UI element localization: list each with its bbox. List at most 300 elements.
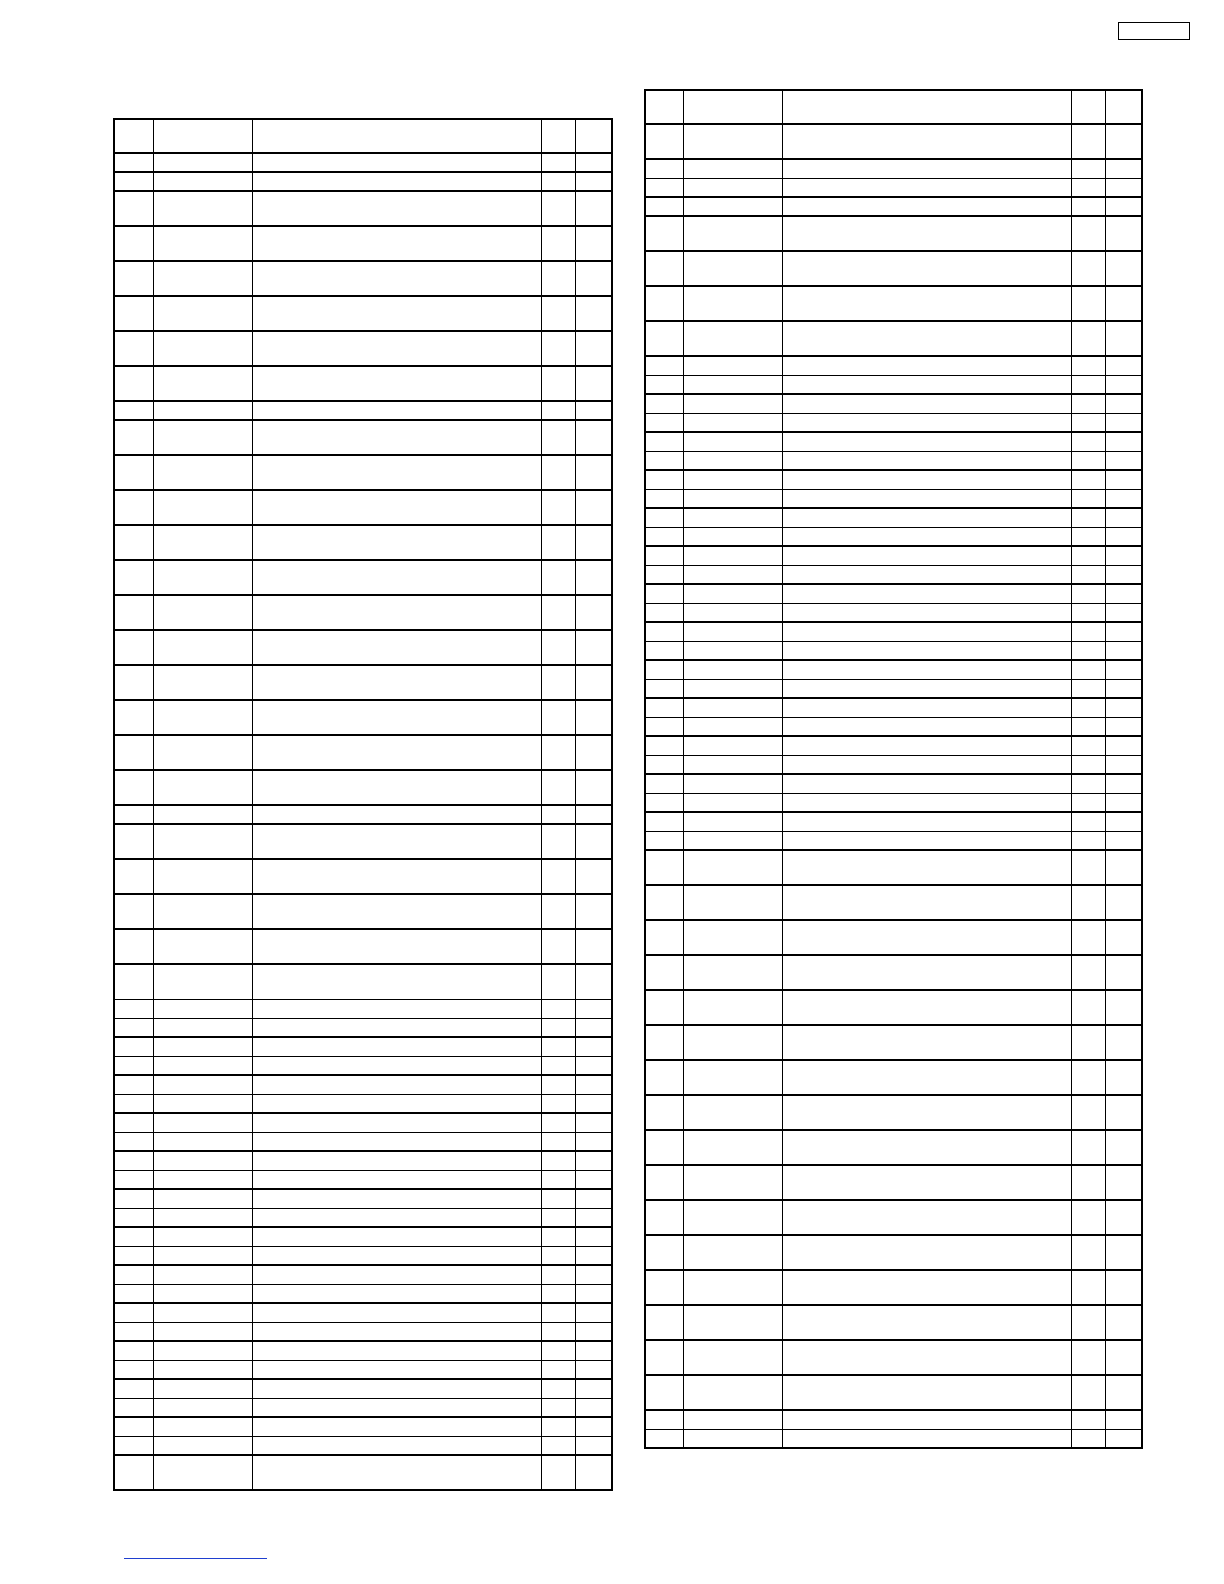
- table-cell: [683, 251, 782, 286]
- table-cell: [153, 420, 252, 455]
- table-cell: [541, 1170, 575, 1189]
- table-cell: [683, 1025, 782, 1060]
- table-cell: [114, 1075, 153, 1094]
- table-cell: [1105, 356, 1142, 375]
- table-row: [645, 413, 1142, 432]
- table-cell: [782, 1410, 1071, 1429]
- table-cell: [153, 366, 252, 401]
- table-cell: [252, 595, 541, 630]
- table-row: [114, 700, 612, 735]
- table-cell: [683, 432, 782, 451]
- table-cell: [541, 1075, 575, 1094]
- table-cell: [541, 191, 575, 226]
- table-cell: [1105, 717, 1142, 736]
- table-cell: [782, 1305, 1071, 1340]
- table-cell: [153, 1208, 252, 1227]
- table-cell: [541, 525, 575, 560]
- table-cell: [541, 1303, 575, 1322]
- table-cell: [252, 929, 541, 964]
- table-cell: [683, 679, 782, 698]
- table-cell: [114, 1037, 153, 1056]
- table-cell: [252, 665, 541, 700]
- table-cell: [1071, 1305, 1105, 1340]
- table-cell: [645, 1025, 683, 1060]
- table-cell: [683, 1200, 782, 1235]
- table-cell: [645, 394, 683, 413]
- table-cell: [1105, 736, 1142, 755]
- table-cell: [1105, 413, 1142, 432]
- table-cell: [683, 920, 782, 955]
- table-cell: [541, 1436, 575, 1455]
- table-cell: [541, 929, 575, 964]
- table-cell: [541, 261, 575, 296]
- table-cell: [1071, 1060, 1105, 1095]
- table-cell: [645, 850, 683, 885]
- table-row: [645, 920, 1142, 955]
- table-cell: [683, 603, 782, 622]
- table-cell: [683, 508, 782, 527]
- table-cell: [114, 401, 153, 420]
- table-cell: [782, 1270, 1071, 1305]
- table-cell: [645, 1305, 683, 1340]
- table-row: [114, 560, 612, 595]
- table-cell: [645, 679, 683, 698]
- table-cell: [1071, 432, 1105, 451]
- table-cell: [252, 525, 541, 560]
- table-cell: [575, 455, 612, 490]
- table-row: [645, 356, 1142, 375]
- table-cell: [1071, 885, 1105, 920]
- table-cell: [153, 770, 252, 805]
- table-cell: [153, 735, 252, 770]
- table-cell: [782, 546, 1071, 565]
- table-cell: [114, 1322, 153, 1341]
- table-cell: [575, 1094, 612, 1113]
- table-cell: [153, 261, 252, 296]
- table-cell: [252, 1094, 541, 1113]
- table-cell: [645, 375, 683, 394]
- table-row: [114, 770, 612, 805]
- table-cell: [153, 1455, 252, 1490]
- table-cell: [1071, 356, 1105, 375]
- table-cell: [541, 1132, 575, 1151]
- table-cell: [1105, 124, 1142, 159]
- table-cell: [114, 1170, 153, 1189]
- table-cell: [645, 413, 683, 432]
- table-cell: [683, 812, 782, 831]
- table-cell: [575, 859, 612, 894]
- table-cell: [782, 812, 1071, 831]
- table-cell: [252, 1436, 541, 1455]
- table-cell: [1105, 159, 1142, 178]
- table-cell: [1105, 470, 1142, 489]
- table-cell: [1071, 1200, 1105, 1235]
- table-row: [645, 1410, 1142, 1429]
- table-cell: [683, 584, 782, 603]
- table-cell: [114, 1208, 153, 1227]
- table-cell: [683, 1165, 782, 1200]
- table-cell: [575, 1246, 612, 1265]
- table-cell: [575, 172, 612, 191]
- table-cell: [1071, 375, 1105, 394]
- table-cell: [252, 1018, 541, 1037]
- table-cell: [1071, 812, 1105, 831]
- table-cell: [1071, 990, 1105, 1025]
- table-cell: [782, 774, 1071, 793]
- table-cell: [645, 955, 683, 990]
- table-cell: [782, 955, 1071, 990]
- table-cell: [1105, 641, 1142, 660]
- table-header-row: [114, 119, 612, 153]
- table-cell: [541, 153, 575, 172]
- table-cell: [153, 1056, 252, 1075]
- table-cell: [252, 1056, 541, 1075]
- table-cell: [1071, 470, 1105, 489]
- table-cell: [541, 420, 575, 455]
- table-cell: [645, 812, 683, 831]
- table-cell: [114, 1360, 153, 1379]
- table-cell: [114, 1379, 153, 1398]
- column-header: [114, 119, 153, 153]
- table-row: [645, 1429, 1142, 1448]
- table-cell: [153, 525, 252, 560]
- table-cell: [541, 401, 575, 420]
- table-cell: [114, 859, 153, 894]
- table-cell: [1105, 508, 1142, 527]
- table-cell: [575, 331, 612, 366]
- table-cell: [1105, 1410, 1142, 1429]
- table-cell: [153, 1265, 252, 1284]
- table-cell: [252, 824, 541, 859]
- table-cell: [1071, 159, 1105, 178]
- table-row: [114, 1265, 612, 1284]
- table-cell: [153, 1398, 252, 1417]
- table-cell: [683, 755, 782, 774]
- table-cell: [114, 735, 153, 770]
- table-cell: [541, 1265, 575, 1284]
- table-cell: [782, 489, 1071, 508]
- table-cell: [683, 885, 782, 920]
- table-cell: [645, 197, 683, 216]
- table-row: [114, 1436, 612, 1455]
- parts-list-table-right: [644, 89, 1143, 1449]
- table-cell: [645, 508, 683, 527]
- table-cell: [114, 805, 153, 824]
- table-cell: [1105, 774, 1142, 793]
- column-header: [153, 119, 252, 153]
- table-cell: [153, 401, 252, 420]
- table-row: [114, 226, 612, 261]
- table-cell: [252, 191, 541, 226]
- table-cell: [252, 261, 541, 296]
- table-row: [645, 885, 1142, 920]
- table-cell: [1071, 1270, 1105, 1305]
- table-row: [645, 565, 1142, 584]
- table-cell: [683, 197, 782, 216]
- table-cell: [782, 508, 1071, 527]
- table-cell: [645, 1410, 683, 1429]
- table-cell: [782, 990, 1071, 1025]
- table-cell: [645, 920, 683, 955]
- table-row: [645, 1340, 1142, 1375]
- table-cell: [645, 774, 683, 793]
- table-cell: [645, 159, 683, 178]
- table-cell: [114, 525, 153, 560]
- table-cell: [1071, 286, 1105, 321]
- table-cell: [114, 770, 153, 805]
- table-row: [645, 622, 1142, 641]
- table-cell: [782, 356, 1071, 375]
- table-cell: [575, 401, 612, 420]
- table-cell: [252, 1303, 541, 1322]
- table-cell: [114, 630, 153, 665]
- table-cell: [782, 178, 1071, 197]
- table-cell: [114, 894, 153, 929]
- table-cell: [541, 859, 575, 894]
- table-cell: [782, 920, 1071, 955]
- table-cell: [541, 1056, 575, 1075]
- table-row: [645, 394, 1142, 413]
- table-row: [114, 331, 612, 366]
- table-cell: [252, 1170, 541, 1189]
- table-cell: [1071, 1165, 1105, 1200]
- table-cell: [1105, 1130, 1142, 1165]
- table-cell: [1105, 831, 1142, 850]
- table-cell: [252, 735, 541, 770]
- table-row: [645, 1165, 1142, 1200]
- table-cell: [575, 226, 612, 261]
- table-cell: [1105, 527, 1142, 546]
- table-cell: [575, 1417, 612, 1436]
- table-row: [645, 1375, 1142, 1410]
- table-row: [114, 964, 612, 999]
- table-cell: [575, 630, 612, 665]
- table-cell: [1105, 375, 1142, 394]
- table-cell: [252, 1208, 541, 1227]
- table-cell: [575, 1455, 612, 1490]
- table-cell: [683, 660, 782, 679]
- table-cell: [683, 698, 782, 717]
- table-cell: [575, 894, 612, 929]
- table-cell: [252, 490, 541, 525]
- table-cell: [1105, 885, 1142, 920]
- table-cell: [153, 1227, 252, 1246]
- table-cell: [252, 999, 541, 1018]
- table-row: [114, 1455, 612, 1490]
- table-cell: [575, 1132, 612, 1151]
- table-cell: [252, 805, 541, 824]
- table-cell: [645, 489, 683, 508]
- table-cell: [1105, 489, 1142, 508]
- table-cell: [575, 1151, 612, 1170]
- table-cell: [1105, 584, 1142, 603]
- table-cell: [782, 1429, 1071, 1448]
- table-cell: [541, 490, 575, 525]
- table-row: [114, 420, 612, 455]
- table-cell: [782, 413, 1071, 432]
- table-cell: [683, 1340, 782, 1375]
- column-header: [575, 119, 612, 153]
- table-row: [114, 1341, 612, 1360]
- table-cell: [645, 546, 683, 565]
- table-cell: [153, 490, 252, 525]
- table-cell: [782, 451, 1071, 470]
- table-row: [114, 595, 612, 630]
- table-row: [645, 197, 1142, 216]
- page-id-box: [1118, 22, 1190, 40]
- table-cell: [683, 850, 782, 885]
- table-cell: [153, 1189, 252, 1208]
- table-cell: [782, 321, 1071, 356]
- table-cell: [1105, 1025, 1142, 1060]
- table-cell: [683, 622, 782, 641]
- table-cell: [645, 1429, 683, 1448]
- table-body-right: [645, 124, 1142, 1448]
- table-cell: [1105, 178, 1142, 197]
- table-cell: [645, 717, 683, 736]
- table-cell: [541, 172, 575, 191]
- table-cell: [1071, 1429, 1105, 1448]
- table-row: [645, 251, 1142, 286]
- table-cell: [541, 1037, 575, 1056]
- table-cell: [252, 1417, 541, 1436]
- table-row: [645, 1095, 1142, 1130]
- table-cell: [252, 630, 541, 665]
- column-header: [645, 90, 683, 124]
- table-cell: [575, 1227, 612, 1246]
- table-cell: [252, 172, 541, 191]
- footer-link-underline[interactable]: [124, 1558, 267, 1559]
- table-cell: [1105, 812, 1142, 831]
- table-row: [645, 178, 1142, 197]
- table-cell: [782, 679, 1071, 698]
- table-cell: [252, 420, 541, 455]
- table-cell: [1071, 1410, 1105, 1429]
- table-cell: [153, 1341, 252, 1360]
- table-cell: [683, 736, 782, 755]
- table-cell: [1105, 432, 1142, 451]
- table-row: [645, 546, 1142, 565]
- table-cell: [541, 1227, 575, 1246]
- table-cell: [541, 770, 575, 805]
- table-cell: [153, 805, 252, 824]
- table-cell: [114, 1265, 153, 1284]
- table-cell: [153, 1094, 252, 1113]
- table-cell: [782, 251, 1071, 286]
- table-cell: [541, 1341, 575, 1360]
- table-cell: [541, 700, 575, 735]
- table-cell: [782, 470, 1071, 489]
- table-cell: [1071, 1235, 1105, 1270]
- table-cell: [252, 1341, 541, 1360]
- table-cell: [1105, 1429, 1142, 1448]
- table-cell: [782, 1025, 1071, 1060]
- table-row: [645, 584, 1142, 603]
- table-cell: [575, 490, 612, 525]
- table-cell: [114, 1227, 153, 1246]
- table-cell: [575, 1303, 612, 1322]
- table-cell: [782, 717, 1071, 736]
- table-cell: [645, 641, 683, 660]
- table-row: [645, 831, 1142, 850]
- table-cell: [683, 159, 782, 178]
- table-cell: [645, 736, 683, 755]
- table-cell: [153, 1246, 252, 1265]
- table-cell: [645, 1060, 683, 1095]
- table-cell: [153, 455, 252, 490]
- table-cell: [252, 1360, 541, 1379]
- table-cell: [575, 1360, 612, 1379]
- table-body-left: [114, 153, 612, 1490]
- table-cell: [153, 964, 252, 999]
- table-cell: [683, 178, 782, 197]
- table-cell: [1105, 1270, 1142, 1305]
- table-cell: [1071, 679, 1105, 698]
- table-cell: [683, 470, 782, 489]
- table-cell: [1105, 251, 1142, 286]
- table-cell: [782, 831, 1071, 850]
- table-row: [645, 375, 1142, 394]
- parts-list-table-left: [113, 118, 613, 1491]
- table-row: [645, 159, 1142, 178]
- table-cell: [782, 793, 1071, 812]
- column-header: [541, 119, 575, 153]
- table-cell: [1071, 641, 1105, 660]
- table-cell: [114, 999, 153, 1018]
- table-cell: [575, 1170, 612, 1189]
- table-cell: [153, 1436, 252, 1455]
- table-cell: [153, 226, 252, 261]
- table-cell: [1105, 679, 1142, 698]
- table-cell: [153, 665, 252, 700]
- table-cell: [1105, 793, 1142, 812]
- table-cell: [1071, 1375, 1105, 1410]
- table-cell: [575, 770, 612, 805]
- table-cell: [1071, 321, 1105, 356]
- table-row: [114, 859, 612, 894]
- table-cell: [252, 331, 541, 366]
- table-cell: [1071, 451, 1105, 470]
- table-cell: [114, 1417, 153, 1436]
- table-cell: [683, 124, 782, 159]
- table-cell: [683, 489, 782, 508]
- table-cell: [114, 1455, 153, 1490]
- table-cell: [153, 595, 252, 630]
- table-cell: [575, 964, 612, 999]
- table-row: [114, 929, 612, 964]
- table-row: [114, 630, 612, 665]
- table-cell: [645, 1270, 683, 1305]
- table-cell: [541, 1417, 575, 1436]
- table-row: [645, 470, 1142, 489]
- table-cell: [114, 490, 153, 525]
- table-cell: [645, 1375, 683, 1410]
- table-row: [645, 1200, 1142, 1235]
- table-row: [114, 1075, 612, 1094]
- table-cell: [252, 1037, 541, 1056]
- table-cell: [575, 1113, 612, 1132]
- table-cell: [153, 630, 252, 665]
- table-cell: [645, 990, 683, 1025]
- table-cell: [1105, 394, 1142, 413]
- table-cell: [645, 1165, 683, 1200]
- table-row: [114, 1284, 612, 1303]
- table-cell: [114, 1094, 153, 1113]
- table-row: [114, 1170, 612, 1189]
- table-cell: [782, 755, 1071, 774]
- table-cell: [782, 660, 1071, 679]
- table-row: [645, 286, 1142, 321]
